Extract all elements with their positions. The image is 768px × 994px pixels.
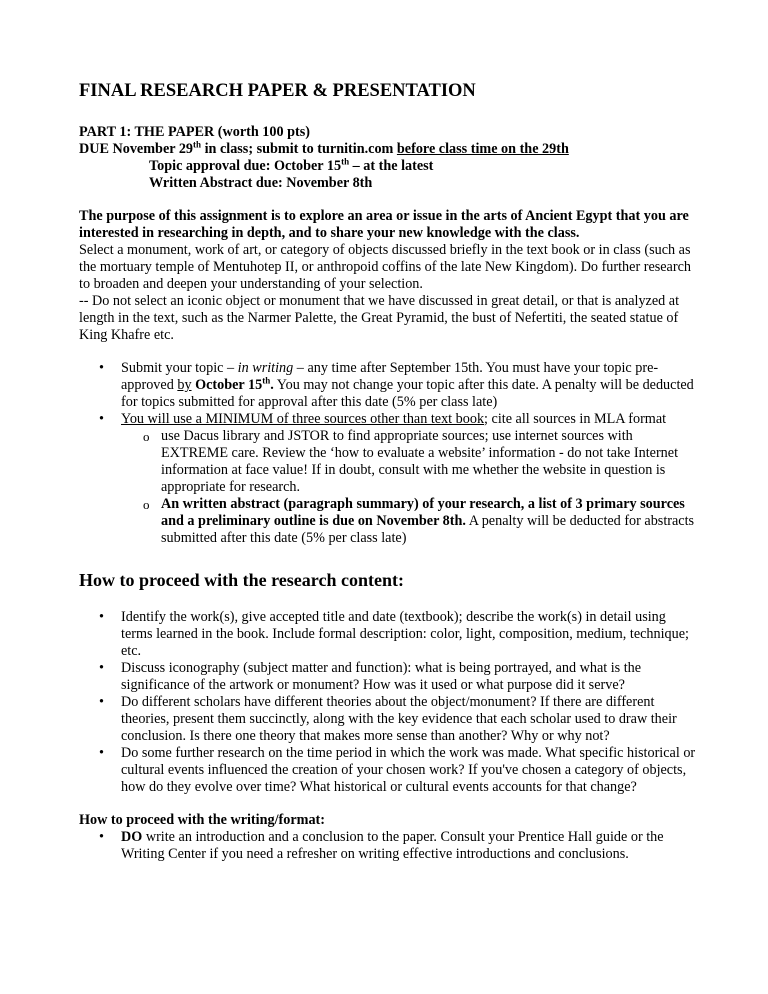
b1-text-b: – any time after September 15th. You must have your topic pre-approved bbox=[121, 360, 659, 393]
sub-list-item bbox=[121, 496, 696, 547]
writing-list bbox=[79, 829, 696, 863]
topic-approval-a: Topic approval due: October 15 bbox=[149, 158, 342, 174]
due-date-a: DUE November 29 bbox=[79, 141, 194, 157]
s2-bold: An written abstract (paragraph summary) of your research, a list of 3 primary sources and a preliminary outline is due on November 8th. bbox=[161, 496, 685, 529]
purpose-paragraph-1: Select a monument, work of art, or category of objects discussed briefly in the text book or in class (such as the mortuary temple of Mentuhotep II, or anthropoid coffins of the late New Kingdom). Do further research to broaden and deepen your understanding of your selection. bbox=[79, 242, 691, 292]
list-item bbox=[79, 411, 696, 428]
abstract-due-line: Written Abstract due: November 8th bbox=[149, 175, 373, 191]
due-date-sup: th bbox=[193, 139, 202, 150]
writing-rest: write an introduction and a conclusion to the paper. Consult your Prentice Hall guide or the Writing Center if you need a refresher on writing effective introductions and conclusions. bbox=[121, 829, 664, 862]
writing-heading: How to proceed with the writing/format: bbox=[79, 812, 326, 828]
due-date-b: in class; submit to turnitin.com bbox=[201, 141, 397, 157]
sub-list-item: o use Dacus library and JSTOR to find appropriate sources; use internet sources with EXTREME care. Review the ‘how to evaluate a website’ information - do not take Internet information at face value! If in doubt, consult with me whether the website in question is appropriate for research. bbox=[121, 428, 696, 496]
requirements-list bbox=[79, 360, 696, 547]
b1-italic: in writing bbox=[237, 360, 294, 376]
b1-text-a: Submit your topic – bbox=[121, 360, 238, 376]
topic-approval-sup: th bbox=[341, 156, 350, 167]
b1-by: by bbox=[177, 377, 192, 393]
list-item bbox=[79, 360, 696, 411]
purpose-paragraph-2: -- Do not select an iconic object or monument that we have discussed in great detail, or that is analyzed at length in the text, such as the Narmer Palette, the Great Pyramid, the bust of Nefertiti, the seated statue of King Khafre etc. bbox=[79, 293, 680, 343]
topic-approval-line bbox=[79, 158, 696, 175]
part1-heading: PART 1: THE PAPER (worth 100 pts) bbox=[79, 124, 310, 140]
due-date-underlined: before class time on the 29th bbox=[396, 141, 569, 157]
list-item: • Discuss iconography (subject matter and function): what is being portrayed, and what is the significance of the artwork or monument? How was it used or what purpose did it serve? bbox=[79, 660, 696, 694]
research-heading: How to proceed with the research content: bbox=[79, 570, 404, 590]
s2-rest: A penalty will be deducted for abstracts submitted after this date (5% per class late) bbox=[161, 513, 695, 546]
b1-date-sup: th bbox=[262, 375, 271, 386]
list-item: • Identify the work(s), give accepted title and date (textbook); describe the work(s) in detail using terms learned in the book. Include formal description: color, light, composition, medium, technique; etc. bbox=[79, 609, 696, 660]
b2-underlined: You will use a MINIMUM of three sources other than text book bbox=[121, 411, 485, 427]
b1-date-text: October 15 bbox=[195, 377, 263, 393]
writing-do: DO bbox=[121, 829, 143, 845]
list-item: • Do some further research on the time period in which the work was made. What specific historical or cultural events influenced the creation of your chosen work? If you've chosen a category of objects, how do they evolve over time? What historical or cultural events accounts for that change? bbox=[79, 745, 696, 796]
page-title: FINAL RESEARCH PAPER & PRESENTATION bbox=[79, 81, 476, 101]
b1-date-dot: . bbox=[270, 377, 274, 393]
topic-approval-b: – at the latest bbox=[349, 158, 434, 174]
list-item bbox=[79, 829, 696, 863]
b2-rest: ; cite all sources in MLA format bbox=[484, 411, 667, 427]
list-item: • Do different scholars have different theories about the object/monument? If there are different theories, present them succinctly, along with the key evidence that each scholar used to draw their conclusion. Is there one theory that makes more sense than another? Why or why not? bbox=[79, 694, 696, 745]
research-list bbox=[79, 609, 696, 796]
b1-date bbox=[195, 377, 274, 393]
b1-text-c: You may not change your topic after this date. A penalty will be deducted for topics submitted for approval after this date (5% per class late) bbox=[121, 377, 694, 410]
due-date-line bbox=[79, 141, 696, 158]
purpose-statement: The purpose of this assignment is to explore an area or issue in the arts of Ancient Egypt that you are interested in researching in depth, and to share your new knowledge with the class. bbox=[79, 208, 689, 241]
